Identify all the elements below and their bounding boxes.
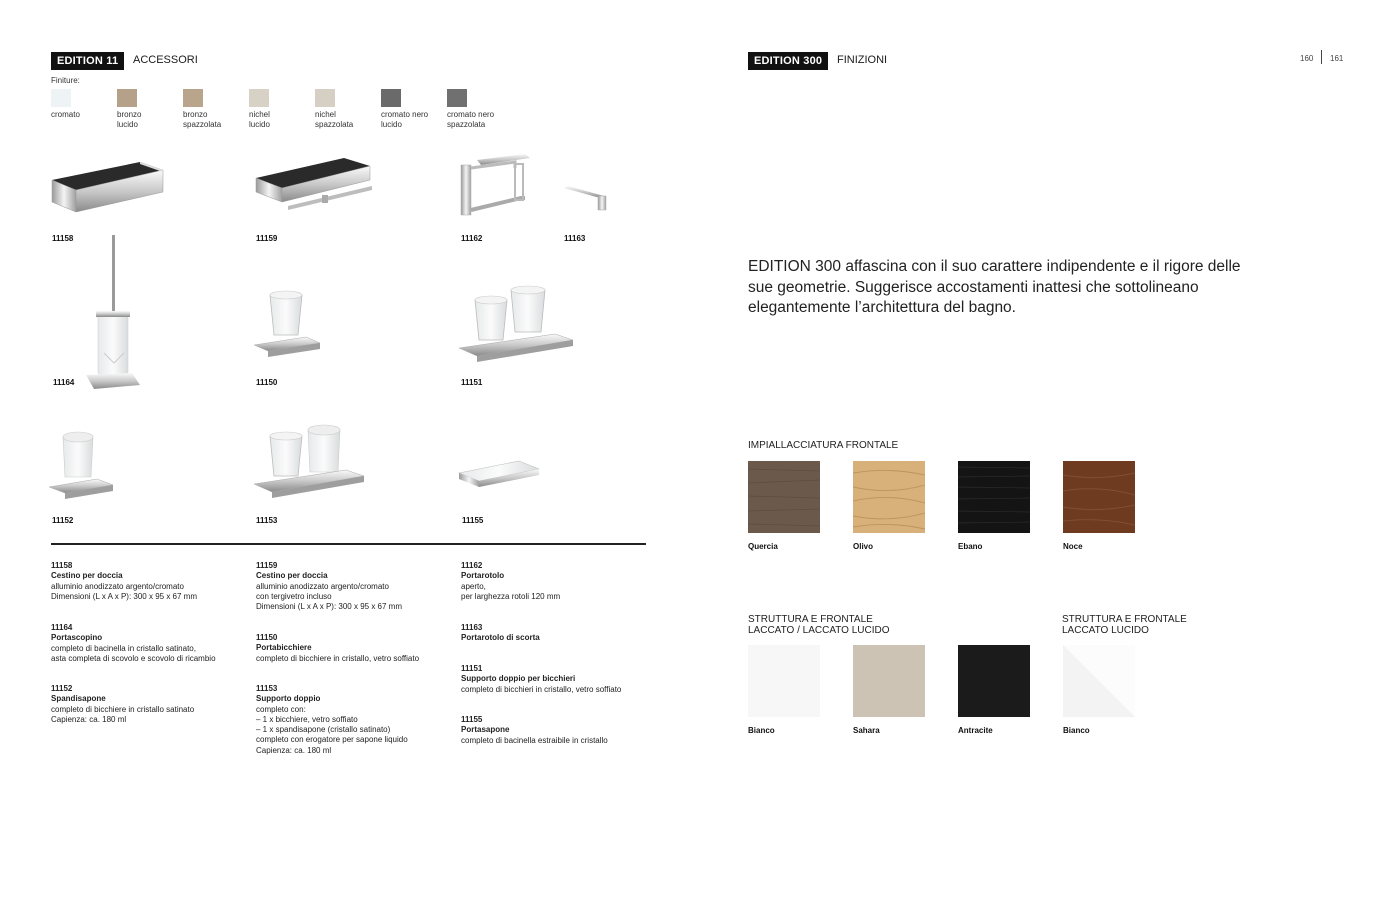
lacquer-name: Sahara [853, 726, 880, 735]
finish-item [447, 89, 467, 107]
product-code: 11151 [461, 378, 483, 387]
finish-label: nichel spazzolata [315, 110, 354, 129]
product-code: 11158 [52, 234, 74, 243]
finish-swatch [183, 89, 203, 107]
veneer-swatch-noce [1063, 461, 1135, 533]
veneer-name: Noce [1063, 542, 1083, 551]
product-description: 11152 Spandisapone completo di bicchiere in cristallo satinato Capienza: ca. 180 ml [51, 684, 195, 724]
product-description: 11158 Cestino per doccia alluminio anodizzato argento/cromato Dimensioni (L x A x P): 300 x 95 x 67 mm [51, 561, 197, 601]
product-image-11158 [48, 150, 168, 230]
finish-label: cromato nero lucido [381, 110, 429, 129]
product-image-11151 [455, 280, 580, 370]
veneer-section-label: IMPIALLACCIATURA FRONTALE [748, 440, 899, 451]
finish-swatch [447, 89, 467, 107]
product-description: 11155 Portasapone completo di bacinella estraibile in cristallo [461, 715, 608, 745]
product-code: 11164 [53, 378, 75, 387]
intro-paragraph: EDITION 300 affascina con il suo carattere indipendente e il rigore delle sue geometrie. Suggerisce accostamenti inattesi che sottolineano elegantemente l’architettura del bagno. [748, 258, 1241, 316]
product-description: 11163 Portarotolo di scorta [461, 623, 540, 643]
section-divider [51, 543, 646, 545]
finish-item [183, 89, 203, 107]
finish-label: cromato nero spazzolata [447, 110, 495, 129]
product-code: 11155 [462, 516, 484, 525]
finish-item [315, 89, 335, 107]
product-code: 11152 [52, 516, 74, 525]
section-title-finizioni: FINIZIONI [837, 54, 888, 66]
product-code: 11159 [256, 234, 278, 243]
product-code: 11163 [564, 234, 586, 243]
gloss-swatch-bianco [1063, 645, 1135, 717]
product-description: 11153 Supporto doppio completo con: – 1 x bicchiere, vetro soffiato – 1 x spandisapone (cristallo satinato) completo con erogatore per sapone liquido Capienza: ca. 180 ml [256, 684, 408, 755]
product-image-11163 [562, 180, 612, 215]
product-image-11164 [80, 233, 150, 398]
product-description: 11159 Cestino per doccia alluminio anodizzato argento/cromato con tergivetro incluso Dimensioni (L x A x P): 300 x 95 x 67 mm [256, 561, 402, 612]
product-image-11152 [45, 425, 125, 510]
finish-label: nichel lucido [249, 110, 270, 129]
veneer-name: Olivo [853, 542, 874, 551]
lacquer-swatch-sahara [853, 645, 925, 717]
finish-item [249, 89, 269, 107]
product-description: 11162 Portarotolo aperto, per larghezza rotoli 120 mm [461, 561, 561, 601]
product-image-11162 [455, 150, 550, 220]
veneer-name: Ebano [958, 542, 983, 551]
finish-item [381, 89, 401, 107]
finish-item [51, 89, 71, 107]
section-title-accessori: ACCESSORI [133, 54, 198, 66]
edition-300-badge: EDITION 300 [748, 52, 828, 70]
product-image-11159 [252, 150, 377, 220]
product-code: 11162 [461, 234, 483, 243]
product-code: 11150 [256, 378, 278, 387]
veneer-swatch-ebano [958, 461, 1030, 533]
page-number-left: 160 [1300, 54, 1314, 63]
product-description: 11164 Portascopino completo di bacinella in cristallo satinato, asta completa di scovolo e scovolo di ricambio [51, 623, 216, 663]
lacquer-swatch-bianco [748, 645, 820, 717]
product-image-11155 [455, 455, 545, 500]
finish-swatch [51, 89, 71, 107]
page-number-divider [1321, 50, 1322, 64]
finish-swatch [117, 89, 137, 107]
finish-swatch [249, 89, 269, 107]
product-image-11153 [250, 420, 370, 510]
product-description: 11151 Supporto doppio per bicchieri completo di bicchieri in cristallo, vetro soffiato [461, 664, 622, 694]
finish-label: cromato [51, 110, 80, 119]
lacquer-section-label: STRUTTURA E FRONTALE LACCATO / LACCATO LUCIDO [748, 614, 890, 636]
veneer-name: Quercia [748, 542, 778, 551]
finish-item [117, 89, 137, 107]
lacquer-name: Bianco [1063, 726, 1090, 735]
veneer-swatch-olivo [853, 461, 925, 533]
gloss-section-label: STRUTTURA E FRONTALE LACCATO LUCIDO [1062, 614, 1187, 636]
finish-label: bronzo spazzolata [183, 110, 222, 129]
finish-swatch [315, 89, 335, 107]
edition-11-badge: EDITION 11 [51, 52, 124, 70]
product-description: 11150 Portabicchiere completo di bicchiere in cristallo, vetro soffiato [256, 633, 420, 663]
lacquer-name: Antracite [958, 726, 993, 735]
lacquer-swatch-antracite [958, 645, 1030, 717]
product-image-11150 [250, 285, 325, 365]
page-number-right: 161 [1330, 54, 1344, 63]
finishes-label: Finiture: [51, 76, 80, 85]
finish-swatch [381, 89, 401, 107]
lacquer-name: Bianco [748, 726, 775, 735]
product-code: 11153 [256, 516, 278, 525]
finish-label: bronzo lucido [117, 110, 142, 129]
veneer-swatch-quercia [748, 461, 820, 533]
